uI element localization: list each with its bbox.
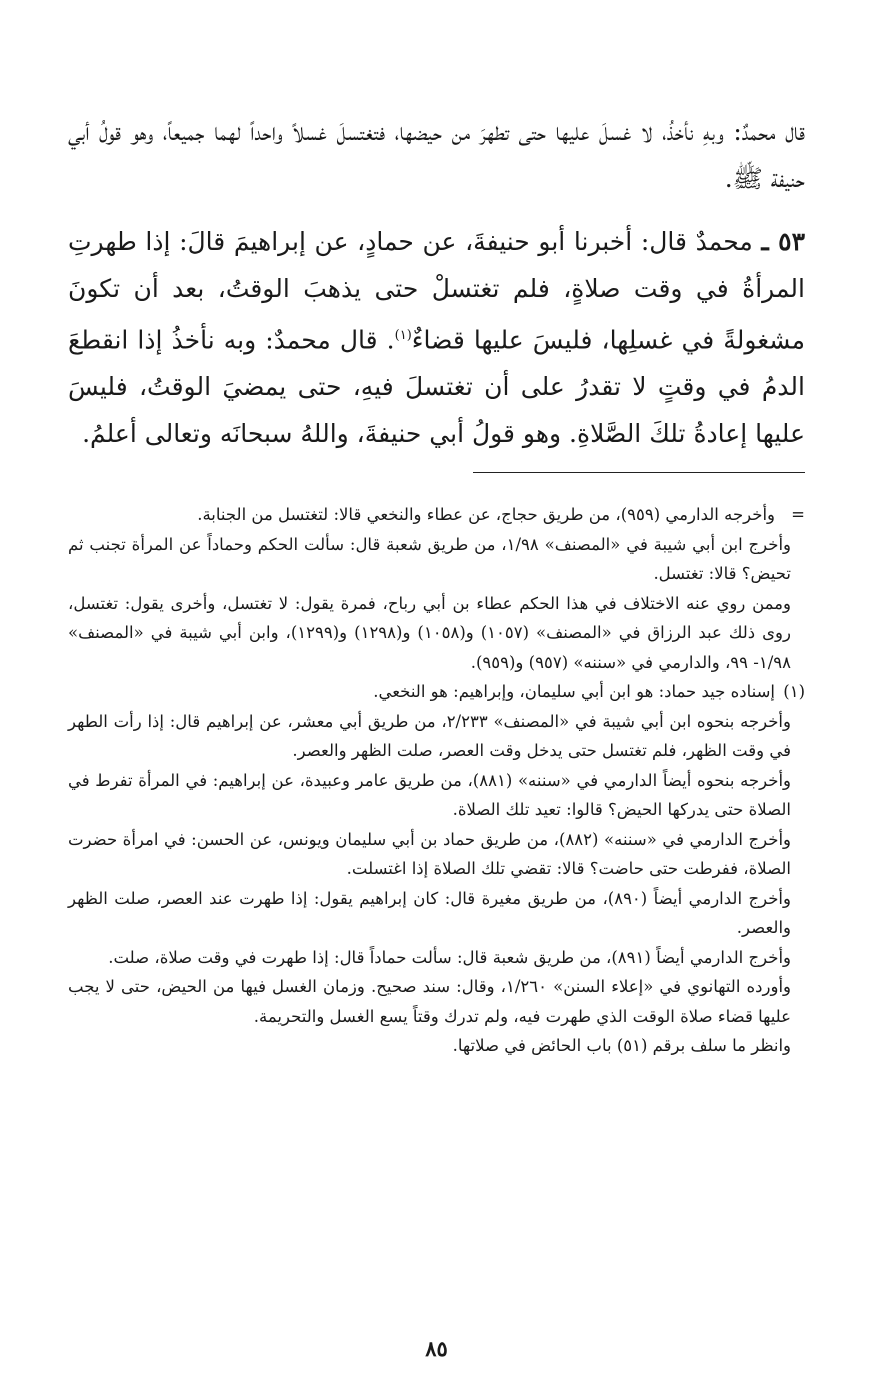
- paragraph-text: قال محمدٌ: وبهِ نأخذُ، لا غسلَ عليها حتى تطهرَ من حيضها، فتغتسلَ غسلاً واحداً لهما جميعاً، وهو قولُ أبي حنيفة ﷺ.: [68, 117, 805, 193]
- main-text: [68, 108, 805, 457]
- footnote-text: وأخرج الدارمي أيضاً (٨٩١)، من طريق شعبة قال: سألت حماداً قال: إذا طهرت في وقت صلاة، صلت.: [108, 947, 791, 967]
- footnote-text: وانظر ما سلف برقم (٥١) باب الحائض في صلاتها.: [452, 1036, 791, 1055]
- footnote-reference: (١): [394, 328, 412, 343]
- footnote-paragraph: [68, 707, 805, 766]
- page-number: ٨٥: [425, 1336, 448, 1361]
- footnote-text: وأخرج ابن أبي شيبة في «المصنف» ١/٩٨، من طريق شعبة قال: سألت الحكم وحماداً عن المرأة تجنب ثم تحيض؟ قالا: تغتسل.: [68, 534, 791, 583]
- footnote-paragraph: [68, 943, 805, 973]
- footnote-paragraph: [68, 589, 805, 678]
- footnote-paragraph: [68, 972, 805, 1031]
- footnote-paragraph: [68, 530, 805, 589]
- footnote-paragraph: [68, 766, 805, 825]
- footnote-text: وأخرجه بنحوه ابن أبي شيبة في «المصنف» ٢/٢٣٣، من طريق أبي معشر، عن إبراهيم قال: إذا رأت الطهر في وقت الظهر، فلم تغتسل حتى يدخل وقت العصر، صلت الظهر والعصر.: [68, 711, 791, 760]
- footnote-text: وأخرج الدارمي في «سننه» (٨٨٢)، من طريق حماد بن أبي سليمان ويونس، عن الحسن: في امرأة حضرت الصلاة، ففرطت حتى حاضت؟ قالا: تقضي تلك الصلاة إذا اغتسلت.: [68, 829, 791, 878]
- footnote-paragraph: [68, 884, 805, 943]
- footnote-text: وأورده التهانوي في «إعلاء السنن» ١/٢٦٠، وقال: سند صحيح. وزمان الغسل فيها من الحيض، حتى لا يجب عليها قضاء صلاة الوقت الذي طهرت فيه، ولم تدرك وقتاً يسع الغسل والتحريمة.: [68, 977, 791, 1026]
- footnote-continuation: [68, 500, 805, 530]
- paragraph-hadith-53: [68, 218, 805, 457]
- footnote-text: وأخرجه الدارمي (٩٥٩)، من طريق حجاج، عن عطاء والنخعي قالا: لتغتسل من الجنابة.: [197, 505, 775, 524]
- book-page: [68, 108, 805, 1388]
- hadith-text-part1: محمدٌ قال: أخبرنا أبو حنيفةَ، عن حمادٍ، عن إبراهيمَ قالَ: إذا طهرتِ المرأةُ في وقت صلاةٍ، فلم تغتسلْ حتى يذهبَ الوقتُ، بعد أن تكونَ مشغولةً في غسلِها، فليسَ عليها قضاءٌ: [68, 227, 805, 355]
- footnote-text: إسناده جيد حماد: هو ابن أبي سليمان، وإبراهيم: هو النخعي.: [373, 682, 775, 701]
- paragraph-commentary: [68, 108, 805, 202]
- footnote-number: (١): [783, 682, 805, 701]
- footnote-paragraph: [68, 825, 805, 884]
- footnotes: [68, 500, 805, 1061]
- footnote-divider: [473, 472, 805, 473]
- footnote-text: وممن روي عنه الاختلاف في هذا الحكم عطاء بن أبي رباح، فمرة يقول: لا تغتسل، وأخرى يقول: تغتسل، روى ذلك عبد الرزاق في «المصنف» (١٠٥٧) و(١٠٥٨) و(١٢٩٨) و(١٢٩٩)، وابن أبي شيبة في «المصنف» ١/٩٨- ٩٩، والدارمي في «سننه» (٩٥٧) و(٩٥٩).: [68, 593, 791, 672]
- footnote-1: [68, 677, 805, 707]
- footnote-text: وأخرج الدارمي أيضاً (٨٩٠)، من طريق مغيرة قال: كان إبراهيم يقول: إذا طهرت عند العصر، صلت الظهر والعصر.: [68, 888, 791, 937]
- footnote-paragraph: [68, 1031, 805, 1061]
- hadith-text-part2: . قال محمدٌ: وبه نأخذُ إذا انقطعَ الدمُ في وقتٍ لا تقدرُ على أن تغتسلَ فيهِ، حتى يمضيَ الوقتُ، فليسَ عليها إعادةُ تلكَ الصَّلاةِ. وهو قولُ أبي حنيفةَ، واللهُ سبحانَه وتعالى أعلمُ.: [68, 325, 805, 449]
- hadith-number: ٥٣ ـ: [761, 227, 805, 256]
- footnote-text: وأخرجه بنحوه أيضاً الدارمي في «سننه» (٨٨١)، من طريق عامر وعبيدة، عن إبراهيم: في المرأة تفرط في الصلاة حتى يدركها الحيض؟ قالوا: تعيد تلك الصلاة.: [68, 770, 791, 819]
- continuation-marker: =: [791, 505, 805, 524]
